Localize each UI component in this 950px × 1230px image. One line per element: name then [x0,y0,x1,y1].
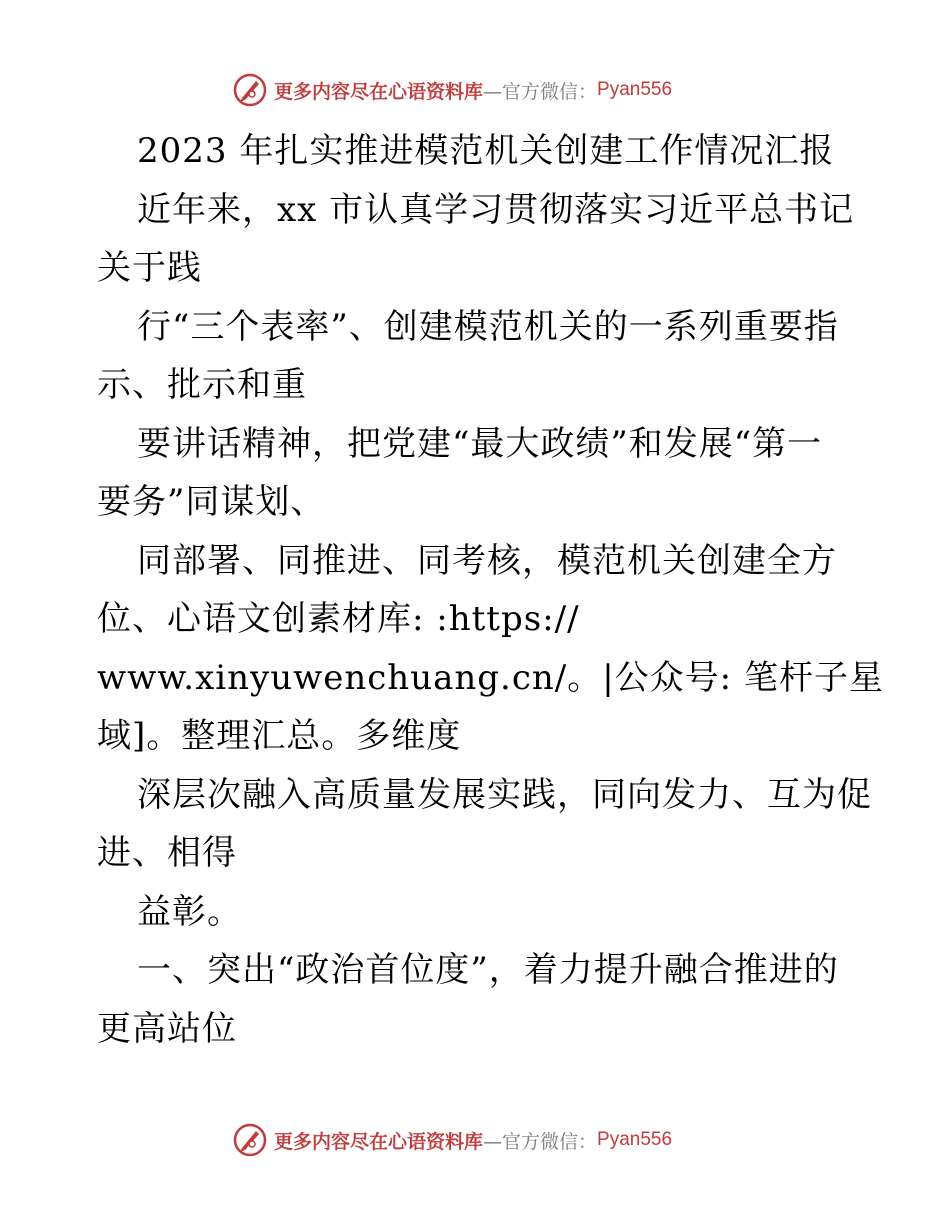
header-banner [0,70,950,110]
banner-separator-text: —官方微信： [483,1130,598,1153]
quill-pen-seal-icon [232,1122,268,1158]
paragraph-line: 同部署、同推进、同考核，模范机关创建全方 [137,540,837,581]
paragraph-line: 要讲话精神，把党建“最大政绩”和发展“第一 [137,423,823,464]
paragraph-line: 位、心语文创素材库: :https:// [97,599,580,639]
banner-brand-text: 更多内容尽在心语资料库 [274,1130,484,1153]
paragraph-line: 进、相得 [97,833,237,873]
quill-pen-seal-icon [232,72,268,108]
paragraph-line: 行“三个表率”、创建模范机关的一系列重要指 [137,306,839,347]
paragraph-line: 域]。整理汇总。多维度 [97,716,462,756]
banner-content [232,1120,672,1160]
section-heading: 一、突出“政治首位度”，着力提升融合推进的 [137,950,839,990]
banner-account-text: Pyan556 [597,1129,673,1150]
paragraph-line: 益彰。 [137,891,242,932]
document-body [97,122,884,1058]
paragraph-line: 深层次融入高质量发展实践，同向发力、互为促 [137,774,872,815]
banner-brand-text: 更多内容尽在心语资料库 [274,80,484,103]
banner-content [232,70,672,110]
document-title: 2023 年扎实推进模范机关创建工作情况汇报 [137,131,835,171]
paragraph-line: www.xinyuwenchuang.cn/。|公众号: 笔杆子星 [97,657,884,698]
section-heading-continuation: 更高站位 [97,1008,237,1049]
footer-banner [0,1120,950,1160]
banner-account-text: Pyan556 [597,79,673,100]
paragraph-line: 要务”同谋划、 [97,482,326,522]
paragraph-line: 近年来，xx 市认真学习贯彻落实习近平总书记 [137,189,855,230]
paragraph-line: 关于践 [97,248,202,288]
banner-separator-text: —官方微信： [483,80,598,103]
paragraph-line: 示、批示和重 [97,365,307,405]
